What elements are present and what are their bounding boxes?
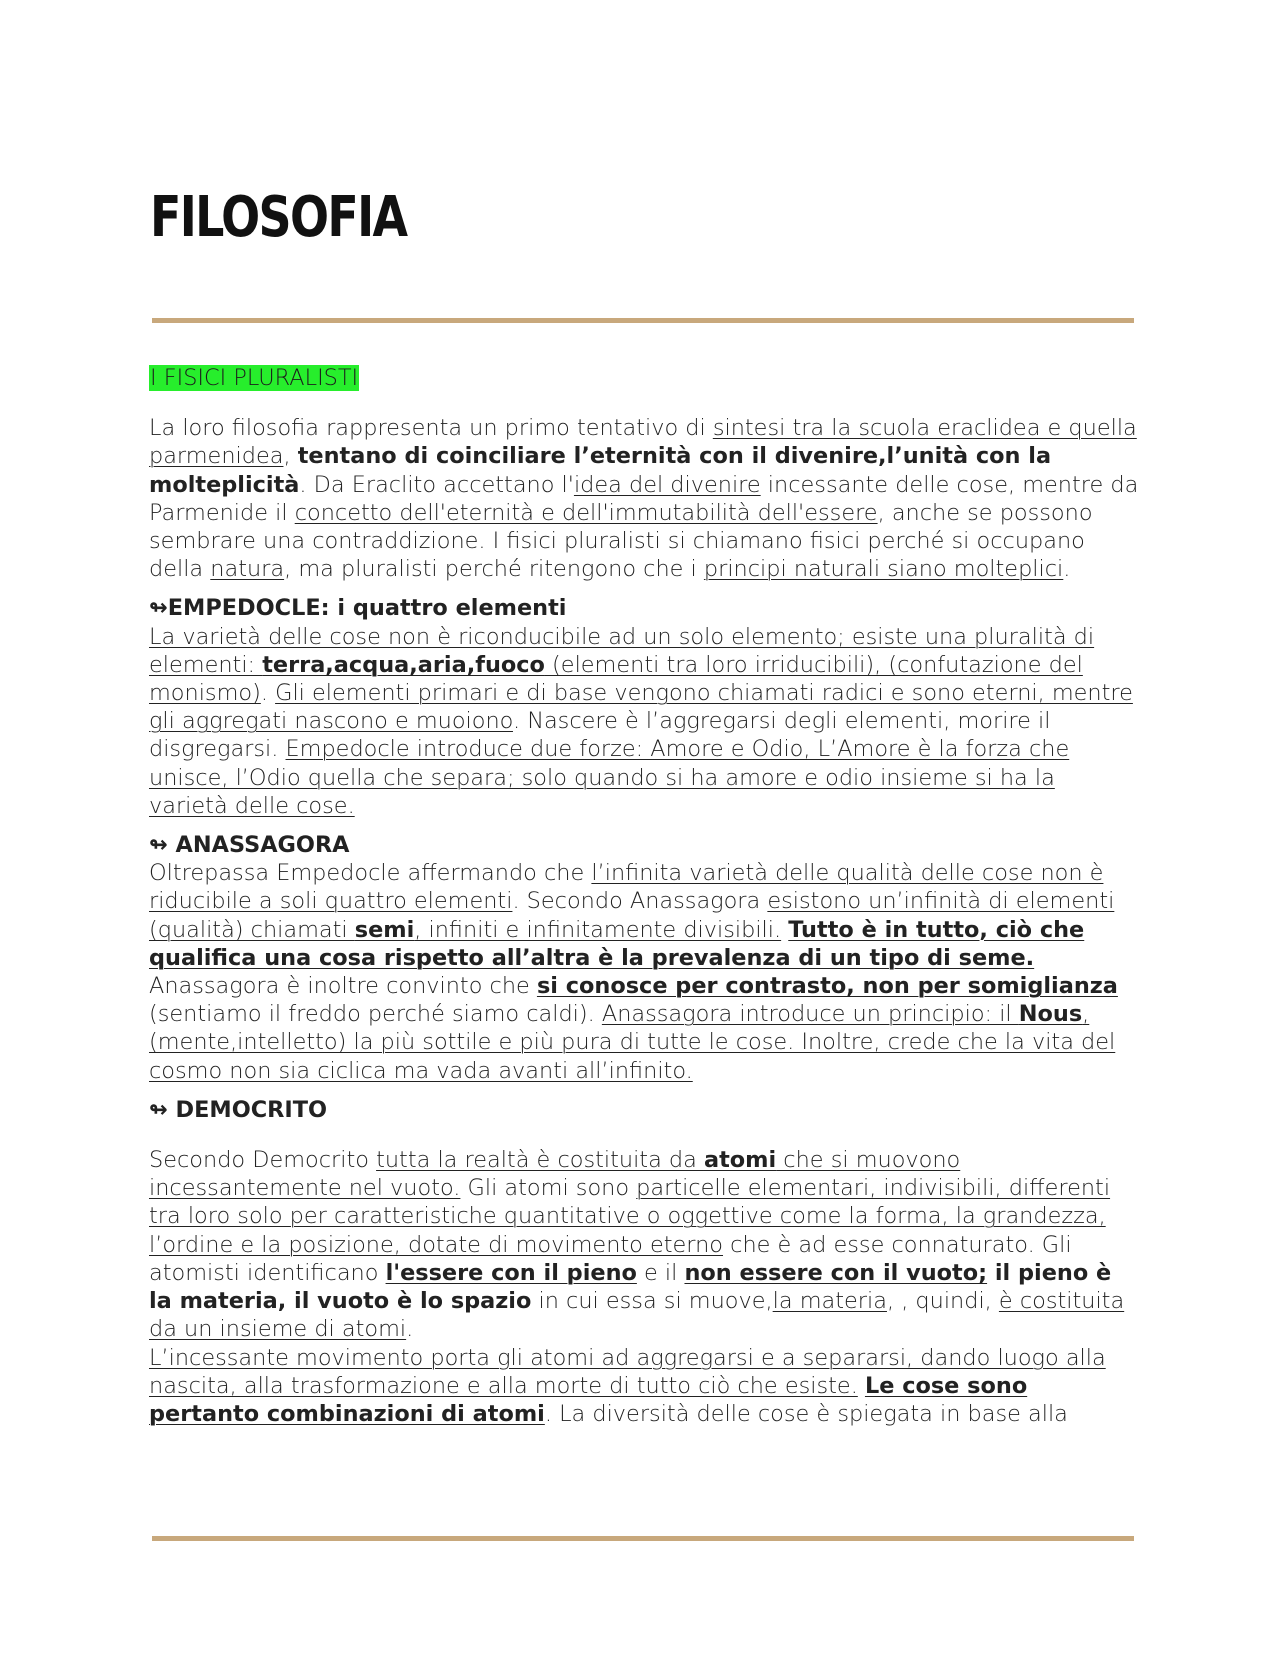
bottom-divider [152,1536,1134,1541]
democrito-paragraph: Secondo Democrito tutta la realtà è costituita da atomi che si muovono incessantemente nel vuoto. Gli atomi sono particelle elementari, indivisibili, differenti tra loro solo per caratteristiche quantitative o oggettive come la forma, la grandezza, l’ordine e la posizione, dotate di movimento eterno che è ad esse connaturato. Gli atomisti identificano l'essere con il pieno e il non essere con il vuoto; il pieno è la materia, il vuoto è lo spazio in cui essa si muove,la materia, , quindi, è costituita da un insieme di atomi. [149,1147,1125,1343]
democrito-paragraph-continued: L’incessante movimento porta gli atomi ad aggregarsi e a separarsi, dando luogo alla nascita, alla trasformazione e alla morte di tutto ciò che esiste. Le cose sono pertanto combinazioni di atomi. La diversità delle cose è spiegata in base alla [149,1344,1106,1427]
page-title: FILOSOFIA [150,185,407,250]
empedocle-paragraph: La varietà delle cose non è riconducibile ad un solo elemento; esiste una pluralità di elementi: terra,acqua,aria,fuoco (elementi tra loro irriducibili), (confutazione del monismo). Gli elementi primari e di base vengono chiamati radici e sono eterni, mentre gli aggregati nascono e muoiono. Nascere è l’aggregarsi degli elementi, morire il disgregarsi. Empedocle introduce due forze: Amore e Odio, L’Amore è la forza che unisce, l’Odio quella che separa; solo quando si ha amore e odio insieme si ha la varietà delle cose. [149,623,1133,819]
empedocle-heading: ↬EMPEDOCLE: i quattro elementi [149,595,567,622]
section-label: I FISICI PLURALISTI [150,365,359,391]
democrito-heading: ↬ DEMOCRITO [149,1096,328,1123]
intro-paragraph: La loro filosofia rappresenta un primo tentativo di sintesi tra la scuola eraclidea e quella parmenidea, tentano di coinciliare l’eternità con il divenire,l’unità con la molteplicità. Da Eraclito accettano l'idea del divenire incessante delle cose, mentre da Parmenide il concetto dell'eternità e dell'immutabilità dell'essere, anche se possono sembrare una contraddizione. I fisici pluralisti si chiamano fisici perché si occupano della natura, ma pluralisti perché ritengono che i principi naturali siano molteplici. [149,415,1139,583]
anassagora-paragraph: Oltrepassa Empedocle affermando che l’infinita varietà delle qualità delle cose non è riducibile a soli quattro elementi. Secondo Anassagora esistono un’infinità di elementi (qualità) chiamati semi, infiniti e infinitamente divisibili. Tutto è in tutto, ciò che qualifica una cosa rispetto all’altra è la prevalenza di un tipo di seme. Anassagora è inoltre convinto che si conosce per contrasto, non per somiglianza (sentiamo il freddo perché siamo caldi). Anassagora introduce un principio: il Nous, (mente,intelletto) la più sottile e più pura di tutte le cose. Inoltre, crede che la vita del cosmo non sia ciclica ma vada avanti all’infinito. [149,860,1118,1084]
top-divider [152,318,1134,323]
document-body [149,364,1139,1428]
anassagora-heading: ↬ ANASSAGORA [149,832,350,859]
